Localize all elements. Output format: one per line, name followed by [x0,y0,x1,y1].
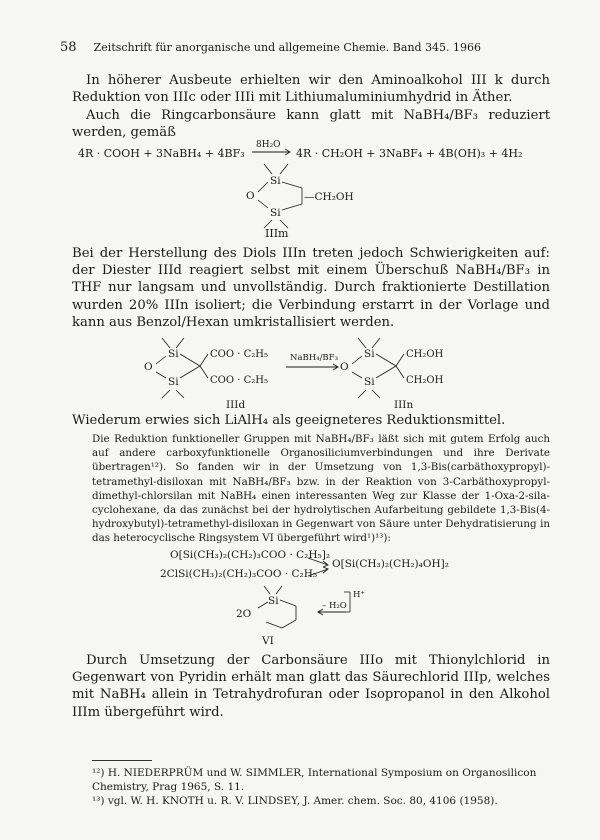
page-number: 58 [60,40,77,55]
eq2-line-1: O[Si(CH₃)₂(CH₂)₃COO · C₂H₅]₂ [170,549,331,561]
paragraph-4: Wiederum erwies sich LiAlH₄ als geeigneteres Reduktionsmittel. [72,413,506,428]
paragraph-3: Bei der Herstellung des Diols IIIn treten jedoch Schwierigkeiten auf: der Diester IIId reagiert selbst mit einem Überschuß NaBH₄/BF₃ in THF nur langsam und unvollständig. Durch fraktionierte Destillation wurden 20% IIIn isoliert; die Verbindung erstarrt in der Vorlage und kann aus Benzol/Hexan umkristallisiert werden. [72,246,550,330]
structVI-label: VI [262,635,274,647]
struct2-ester-2: COO · C₂H₅ [210,375,268,386]
structVI-coef-oxygen: 2O [236,608,252,620]
structVI-si: Si [268,595,279,607]
structure-IIId-to-IIIn [140,336,500,416]
struct2-alcohol-1: CH₂OH [406,349,444,360]
struct2-si-bottom-right: Si [364,376,375,388]
struct1-oxygen: O [246,190,255,202]
struct2-si-top-left: Si [168,348,179,360]
journal-title: Zeitschrift für anorganische und allgemeine Chemie. Band 345. 1966 [93,41,482,54]
struct1-si-top: Si [270,175,281,187]
struct1-ch2oh: —CH₂OH [304,191,354,203]
struct2-oxygen-right: O [340,361,349,373]
paragraph-1: In höherer Ausbeute erhielten wir den Aminoalkohol III k durch Reduktion von IIIc oder IIIi mit Lithiumaluminiumhydrid in Äther. [72,73,550,106]
struct2-label-left: IIId [226,399,246,411]
paragraph-2: Auch die Ringcarbonsäure kann glatt mit NaBH₄/BF₃ reduziert werden, gemäß [72,108,550,141]
struct2-arrow-label: NaBH₄/BF₃ [290,353,338,363]
struct2-alcohol-2: CH₂OH [406,375,444,386]
structure-IIIm [230,160,390,240]
equation-1-right: 4R · CH₂OH + 3NaBF₄ + 4B(OH)₃ + 4H₂ [296,147,523,160]
structure-VI [232,584,402,648]
paragraph-5: Durch Umsetzung der Carbonsäure IIIo mit Thionylchlorid in Gegenwart von Pyridin erhält man glatt das Säurechlorid IIIp, welches mit NaBH₄ allein in Tetrahydrofuran oder Isopropanol in den Alkohol IIIm übergeführt wird. [72,653,550,720]
footnote-12: ¹²) H. NIEDERPRÜM und W. SIMMLER, International Symposium on Organosilicon Chemistry, Prag 1965, S. 11. [92,767,537,793]
eq2-line-2: 2ClSi(CH₃)₂(CH₂)₃COO · C₂H₅ [160,568,318,580]
struct2-ester-1: COO · C₂H₅ [210,349,268,360]
eq2-product: O[Si(CH₃)₂(CH₂)₄OH]₂ [332,558,449,570]
structVI-h-plus: H⁺ [353,590,365,600]
equation-1-left: 4R · COOH + 3NaBH₄ + 4BF₃ [78,147,245,160]
structVI-minus-water: – H₂O [322,601,347,611]
footnote-rule [92,760,152,761]
struct1-si-bottom: Si [270,207,281,219]
struct2-si-top-right: Si [364,348,375,360]
struct2-oxygen-left: O [144,361,153,373]
struct2-si-bottom-left: Si [168,376,179,388]
struct2-label-right: IIIn [394,399,414,411]
running-header [60,40,550,55]
equation-1-arrow [250,138,294,160]
struct1-label: IIIm [265,227,289,240]
small-print-paragraph: Die Reduktion funktioneller Gruppen mit NaBH₄/BF₃ läßt sich mit gutem Erfolg auch auf andere carboxyfunktionelle Organosiliciumverbindungen und ihre Derivate übertragen¹²). So fanden wir in der Umsetzung von 1,3-Bis(carbäthoxypropyl)-tetramethyl-disiloxan mit NaBH₄/BF₃ bzw. in der Reaktion von 3-Carbäthoxypropyl-dimethyl-chlorsilan mit NaBH₄ einen interessanten Weg zur Klasse der 1-Oxa-2-sila-cyclohexane, da das zunächst bei der hydrolytischen Aufarbeitung gebildete 1,3-Bis(4-hydroxybutyl)-tetramethyl-disiloxan in Gegenwart von Säure unter Dehydratisierung in das heterocyclische Ringsystem VI übergeführt wird¹)¹³): [92,433,550,545]
footnote-13: ¹³) vgl. W. H. KNOTH u. R. V. LINDSEY, J. Amer. chem. Soc. 80, 4106 (1958). [92,795,498,807]
equation-1-arrow-label: 8H₂O [256,140,281,150]
